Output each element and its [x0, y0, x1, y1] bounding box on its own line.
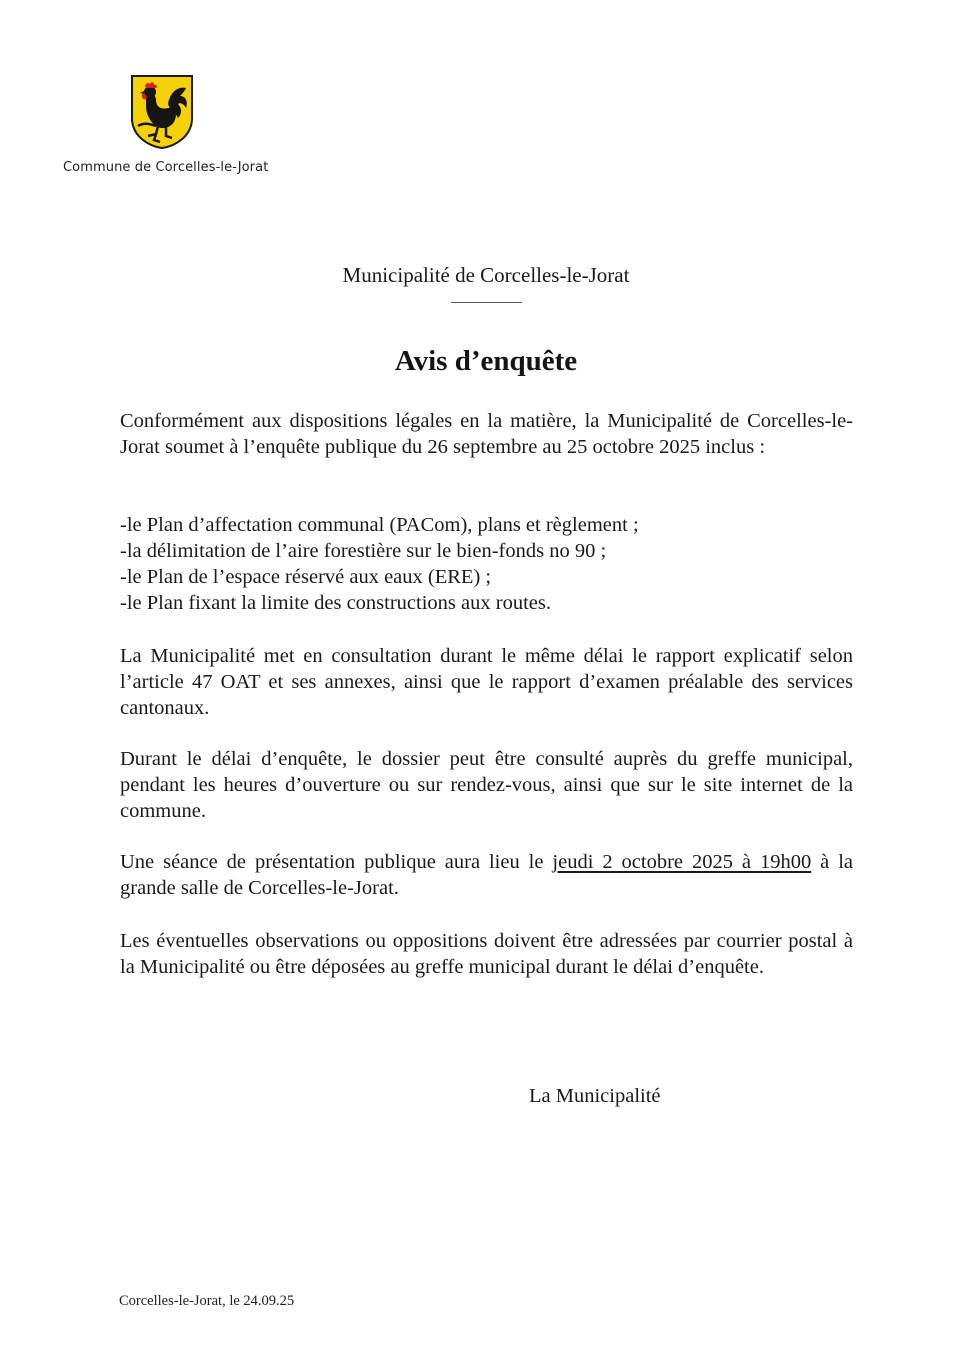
place-date: Corcelles-le-Jorat, le 24.09.25	[119, 1293, 295, 1309]
issuer-heading: Municipalité de Corcelles-le-Jorat	[342, 263, 630, 287]
rooster-shield-icon	[130, 74, 194, 150]
intro-paragraph: Conformément aux dispositions légales en la matière, la Municipalité de Corcelles-le-Jorat soumet à l’enquête publique du 26 septembre au 25 octobre 2025 inclus :	[120, 410, 853, 458]
list-item: -le Plan d’affectation communal (PACom), plans et règlement ;	[120, 514, 639, 536]
heading-divider	[451, 302, 522, 303]
list-item: -le Plan de l’espace réservé aux eaux (ERE) ;	[120, 566, 492, 588]
consultation-paragraph: La Municipalité met en consultation durant le même délai le rapport explicatif selon l’article 47 OAT et ses annexes, ainsi que le rapport d’examen préalable des services cantonaux.	[120, 645, 853, 719]
access-paragraph: Durant le délai d’enquête, le dossier peut être consulté auprès du greffe municipal, pendant les heures d’ouverture ou sur rendez-vous, ainsi que sur le site internet de la commune.	[120, 748, 853, 822]
presentation-date: jeudi 2 octobre 2025 à 19h00	[552, 851, 812, 873]
commune-name: Commune de Corcelles-le-Jorat	[63, 160, 269, 175]
signature: La Municipalité	[529, 1085, 661, 1107]
notice-title: Avis d’enquête	[394, 345, 578, 377]
municipal-crest-icon	[130, 74, 194, 150]
presentation-text-after: à la grande salle de Corcelles-le-Jorat.	[120, 851, 853, 899]
list-item: -la délimitation de l’aire forestière sur le bien-fonds no 90 ;	[120, 540, 607, 562]
list-item: -le Plan fixant la limite des constructions aux routes.	[120, 592, 551, 614]
observations-paragraph: Les éventuelles observations ou oppositions doivent être adressées par courrier postal à la Municipalité ou être déposées au greffe municipal durant le délai d’enquête.	[120, 930, 853, 978]
presentation-text-before: Une séance de présentation publique aura lieu le	[120, 851, 553, 873]
enquiry-items-list	[120, 512, 853, 616]
presentation-paragraph	[120, 849, 853, 901]
